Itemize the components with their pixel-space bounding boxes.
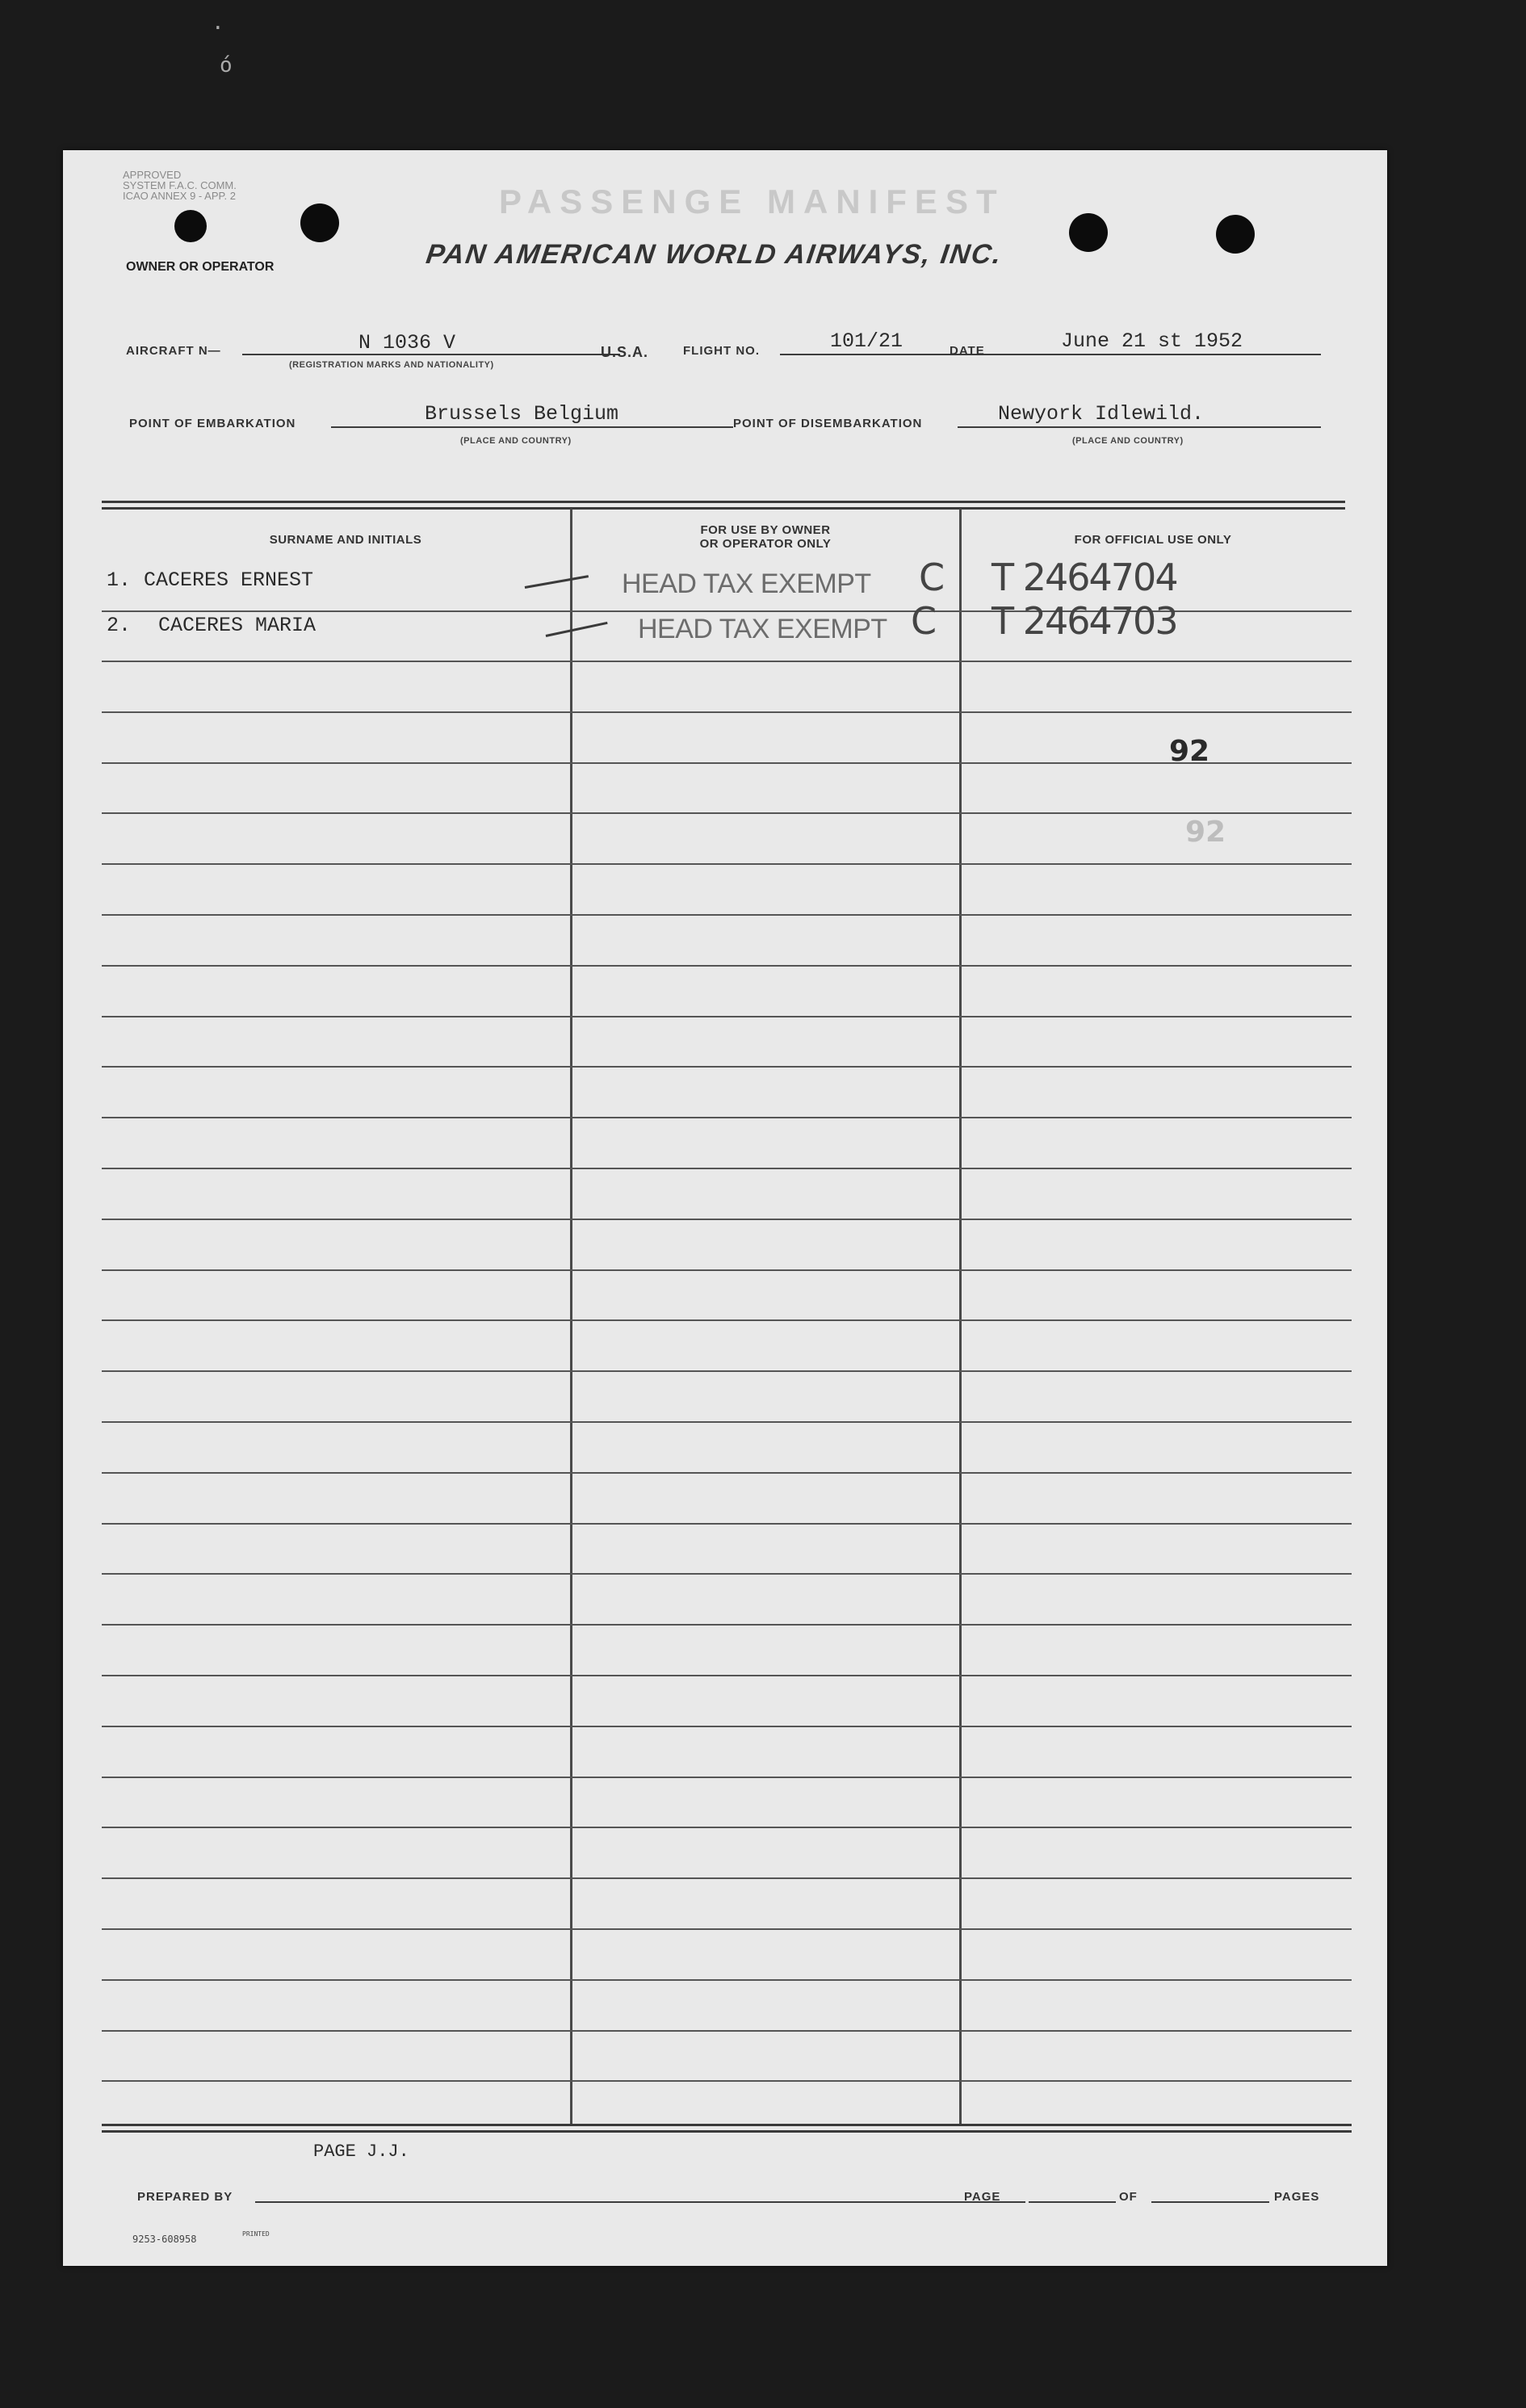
table-rule (102, 1675, 1352, 1676)
surname-header: SURNAME AND INITIALS (269, 533, 422, 547)
date-label: DATE (950, 344, 985, 358)
column-divider (570, 509, 572, 2125)
table-bottom-rule (102, 2124, 1352, 2133)
table-rule (102, 965, 1352, 967)
of-line (1151, 2201, 1269, 2203)
disembarkation-underline (958, 426, 1321, 428)
punch-hole (1069, 213, 1108, 252)
handwritten-mark: C (919, 556, 944, 599)
embarkation-caption: (PLACE AND COUNTRY) (460, 436, 572, 446)
table-rule (102, 1319, 1352, 1321)
embarkation-label: POINT OF EMBARKATION (129, 417, 296, 430)
manifest-sheet (63, 150, 1387, 2266)
table-top-rule (102, 501, 1345, 510)
table-rule (102, 1573, 1352, 1575)
disembarkation-value: Newyork Idlewild. (998, 402, 1205, 426)
scan-speck: · (212, 16, 224, 40)
table-rule (102, 863, 1352, 865)
table-rule (102, 914, 1352, 916)
aircraft-value: N 1036 V (358, 331, 456, 354)
table-rule (102, 1269, 1352, 1271)
official-use-header: FOR OFFICIAL USE ONLY (1074, 533, 1232, 547)
prepared-by-line (255, 2201, 1025, 2203)
official-entry: T 2464703 (991, 599, 1177, 643)
table-rule (102, 1066, 1352, 1068)
date-underline (991, 354, 1321, 355)
table-rule (102, 2030, 1352, 2032)
table-rule (102, 1928, 1352, 1930)
page-label: PAGE (964, 2190, 1001, 2204)
country-label: U.S.A. (601, 344, 649, 360)
printed-mark: PRINTED (242, 2230, 270, 2238)
table-rule (102, 1726, 1352, 1727)
scan-speck: ó (220, 53, 233, 78)
official-number-stamp: 92 (1169, 735, 1210, 768)
table-rule (102, 711, 1352, 713)
passenger-name: CACERES MARIA (158, 614, 317, 637)
embarkation-value: Brussels Belgium (425, 402, 619, 426)
disembarkation-label: POINT OF DISEMBARKATION (733, 417, 923, 430)
pages-label: PAGES (1274, 2190, 1320, 2204)
passenger-number: 2. (107, 614, 132, 637)
official-number-stamp-faint: 92 (1185, 816, 1226, 849)
column-divider (959, 509, 962, 2125)
table-rule (102, 1219, 1352, 1220)
table-rule (102, 1421, 1352, 1423)
punch-hole (300, 203, 339, 242)
table-rule (102, 812, 1352, 814)
punch-hole (174, 210, 207, 242)
punch-hole (1216, 215, 1255, 254)
approval-note: APPROVED SYSTEM F.A.C. COMM. ICAO ANNEX 9 - APP. 2 (123, 169, 237, 202)
table-rule (102, 1523, 1352, 1525)
embarkation-underline (331, 426, 733, 428)
table-rule (102, 1979, 1352, 1981)
official-entry: T 2464704 (991, 556, 1177, 599)
head-tax-stamp: HEAD TAX EXEMPT (622, 568, 871, 599)
prepared-by-label: PREPARED BY (137, 2190, 233, 2204)
table-rule (102, 1624, 1352, 1626)
table-rule (102, 2080, 1352, 2082)
head-tax-stamp: HEAD TAX EXEMPT (638, 614, 887, 644)
operator-name: PAN AMERICAN WORLD AIRWAYS, INC. (424, 239, 1004, 270)
table-rule (102, 1016, 1352, 1017)
table-rule (102, 1370, 1352, 1372)
table-rule (102, 1472, 1352, 1474)
aircraft-label: AIRCRAFT N— (126, 344, 221, 358)
table-rule (102, 1827, 1352, 1828)
handwritten-mark: C (911, 599, 936, 643)
disembarkation-caption: (PLACE AND COUNTRY) (1072, 436, 1184, 446)
owner-use-header: FOR USE BY OWNER OR OPERATOR ONLY (699, 523, 832, 551)
flight-no-value: 101/21 (830, 329, 903, 353)
passenger-number: 1. (107, 568, 132, 592)
form-code: 9253-608958 (132, 2234, 197, 2245)
of-label: OF (1119, 2190, 1138, 2204)
check-mark (525, 575, 589, 589)
table-rule (102, 1117, 1352, 1118)
form-title: PASSENGE MANIFEST (499, 182, 1005, 220)
page-line (1029, 2201, 1116, 2203)
table-rule (102, 1877, 1352, 1879)
registration-caption: (REGISTRATION MARKS AND NATIONALITY) (289, 360, 494, 370)
date-value: June 21 st 1952 (1061, 329, 1243, 353)
passenger-name: CACERES ERNEST (144, 568, 314, 592)
table-rule (102, 661, 1352, 662)
page-note: PAGE J.J. (313, 2142, 409, 2162)
table-rule (102, 762, 1352, 764)
check-mark (546, 622, 608, 637)
flight-no-label: FLIGHT NO. (683, 344, 760, 358)
table-rule (102, 1168, 1352, 1169)
owner-operator-label: OWNER OR OPERATOR (126, 260, 275, 274)
table-rule (102, 1777, 1352, 1778)
